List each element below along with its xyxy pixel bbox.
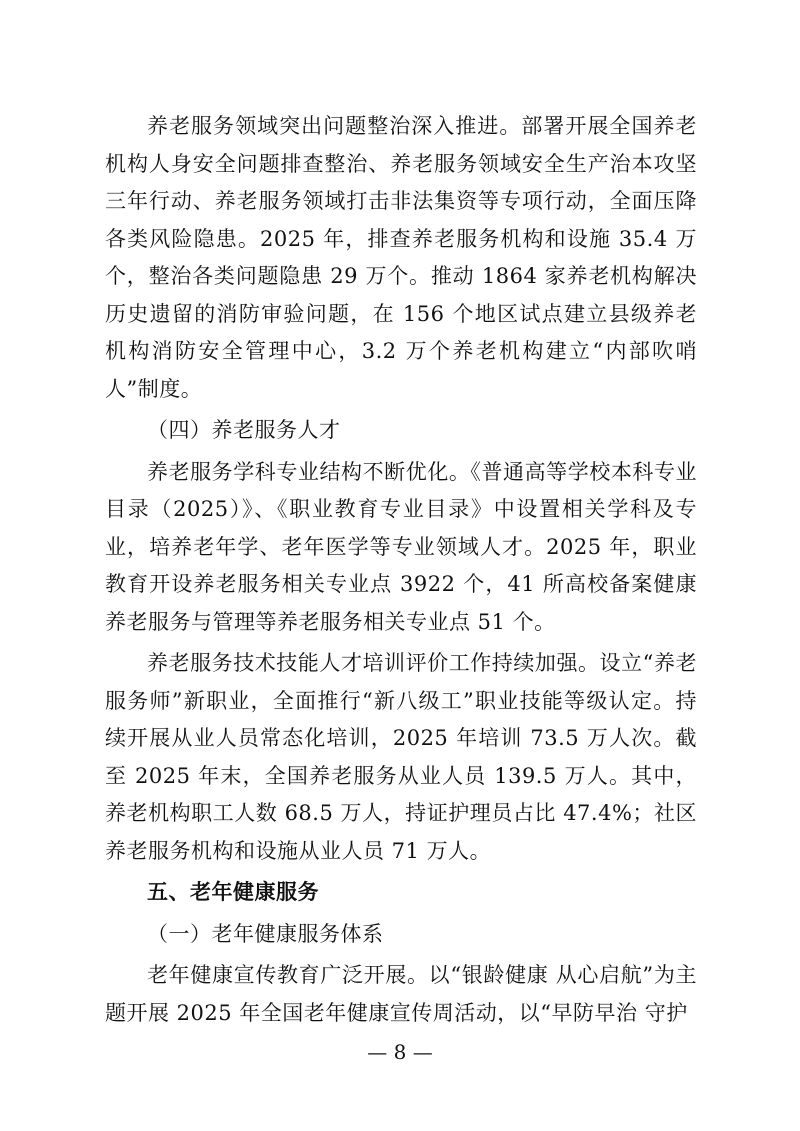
subheading-elderly-talent: （四）养老服务人才 — [147, 418, 341, 442]
paragraph-health-promotion: 老年健康宣传教育广泛开展。以“银龄健康 从心启航”为主题开展 2025 年全国老年健康宣传周活动，以“早防早治 守护 — [105, 963, 697, 1025]
page-number: — 8 — — [367, 1040, 433, 1064]
paragraph-discipline-structure: 养老服务学科专业结构不断优化。《普通高等学校本科专业目录（2025）》、《职业教育专业目录》中设置相关学科及专业，培养老年学、老年医学等专业领域人才。2025 年，职业教育开设养老服务相关专业点 3922 个，41 所高校备案健康养老服务与管理等养老服务相关专业点 51 个。 — [105, 459, 697, 634]
page-body — [105, 108, 697, 1036]
paragraph-elderly-safety: 养老服务领域突出问题整治深入推进。部署开展全国养老机构人身安全问题排查整治、养老服务领域安全生产治本攻坚三年行动、养老服务领域打击非法集资等专项行动，全面压降各类风险隐患。2025 年，排查养老服务机构和设施 35.4 万个，整治各类问题隐患 29 万个。推动 1864 家养老机构解决历史遗留的消防审验问题，在 156 个地区试点建立县级养老机构消防安全管理中心，3.2 万个养老机构建立“内部吹哨人”制度。 — [105, 114, 697, 401]
paragraph-skills-training: 养老服务技术技能人才培训评价工作持续加强。设立“养老服务师”新职业，全面推行“新八级工”职业技能等级认定。持续开展从业人员常态化培训，2025 年培训 73.5 万人次。截至 2025 年末，全国养老服务从业人员 139.5 万人。其中，养老机构职工人数 68.5 万人，持证护理员占比 47.4%；社区养老服务机构和设施从业人员 71 万人。 — [105, 651, 697, 863]
subheading-health-system: （一）老年健康服务体系 — [147, 921, 384, 946]
section-heading-elderly-health: 五、老年健康服务 — [147, 880, 319, 904]
